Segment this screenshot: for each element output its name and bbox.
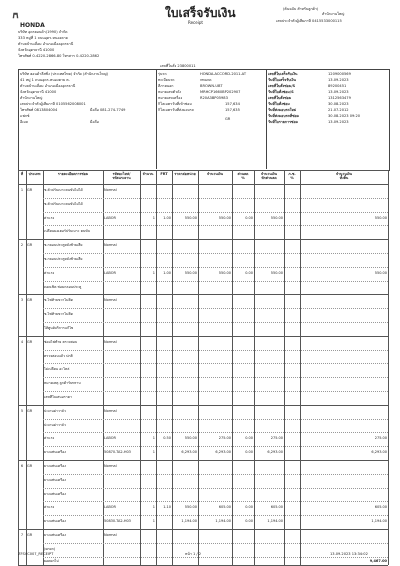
row-divider <box>43 225 388 226</box>
document-subtitle: Receipt <box>188 20 203 25</box>
meta-label: วันที่ใบสั่งซ่อม <box>268 102 290 106</box>
row-divider <box>43 446 388 447</box>
group-divider <box>18 529 388 530</box>
meta-label: วันที่ส่งมอบรถที่ซ่อม <box>268 114 300 118</box>
table-cell-unit: 550.00 <box>184 505 197 510</box>
job-number: เลขที่ใบสั่ง 23800011 <box>160 64 196 68</box>
table-cell-total: 6,293.00 <box>371 450 387 455</box>
table-cell-disc: 0.00 <box>245 505 253 510</box>
table-cell-net: 1,194.00 <box>267 519 283 524</box>
row-divider <box>43 391 388 392</box>
table-cell-qty: 1 <box>152 436 155 441</box>
engine-label: หมายเลขเครื่อง <box>158 96 183 100</box>
plate-label: ทะเบียนรถ <box>158 78 175 82</box>
table-cell-code: LABOR <box>104 215 116 220</box>
row-divider <box>43 363 388 364</box>
company-phone: โทรศัพท์ 0-4220-2866-80 โทรสาร 0-4220-2862 <box>18 54 100 58</box>
table-cell-code: Normal <box>104 298 117 303</box>
column-header: จำนวนเงิน ทั้งสิ้น <box>335 172 353 180</box>
table-cell-desc: ยางแท่นเครื่อง <box>44 491 66 496</box>
table-cell-desc: ยางแท่นเครื่อง <box>44 450 66 455</box>
mobile2-label: มือถือ <box>90 120 99 124</box>
meta-value: 1312563479 <box>328 96 351 100</box>
column-divider <box>388 170 389 565</box>
table-cell-desc: ค่าแรง <box>44 215 55 220</box>
table-cell-no: 1 <box>20 188 24 192</box>
table-cell-code: LABOR <box>104 436 116 441</box>
table-cell-qty: 1 <box>152 270 155 275</box>
row-divider <box>43 322 388 323</box>
column-header: FRT <box>160 172 168 176</box>
column-header: ส่วนลด % <box>237 172 249 180</box>
table-cell-desc: ค่าแรง <box>44 436 55 441</box>
engine-value: R20A3BP05983 <box>200 96 228 100</box>
page-number: หน้า 1 / 2 <box>185 552 202 556</box>
table-cell-desc: ปะเกนฝาวาล์ว <box>44 422 66 427</box>
table-cell-total: 605.00 <box>374 505 387 510</box>
group-divider <box>18 405 388 406</box>
column-header: ราคาต่อหน่วย <box>174 172 196 176</box>
km-in-value: 157,634 <box>225 102 240 106</box>
fax-label: แฟกซ์ <box>20 114 30 118</box>
table-cell-amt: 1,194.00 <box>215 519 231 524</box>
table-cell-type: GR <box>27 298 33 303</box>
table-cell-desc: ค่าแรง <box>44 505 55 510</box>
column-header: ที่ <box>20 172 24 176</box>
table-cell-type: GR <box>27 188 33 192</box>
table-cell-total: 1,194.00 <box>371 519 387 524</box>
table-cell-unit: 1,194.00 <box>181 519 197 524</box>
email-label: อีเมล <box>20 120 28 124</box>
row-divider <box>43 501 388 502</box>
vin-label: หมายเลขตัวถัง <box>158 90 182 94</box>
meta-value: 30.08.2023 <box>328 102 349 106</box>
table-cell-net: 550.00 <box>270 215 283 220</box>
km-out-value: 157,635 <box>225 108 240 112</box>
meta-label: วันที่ใบสั่งซ่อม/S <box>268 90 294 94</box>
table-cell-desc: ซ.ตัวปรับเบาะคนขับไม่ได้ <box>44 188 83 192</box>
document-title: ใบเสร็จรับเงิน <box>165 6 236 20</box>
column-header: จำนวน <box>142 172 154 176</box>
row-divider <box>43 543 388 544</box>
table-cell-code: 50870-TA2-H03 <box>104 450 131 455</box>
row-divider <box>43 308 388 309</box>
carry-forward-total: 9,467.00 <box>369 558 387 563</box>
meta-label: วันที่ใบรายการซ่อม <box>268 120 299 124</box>
group-divider <box>18 336 388 337</box>
row-divider <box>43 281 388 282</box>
column-divider <box>18 170 19 565</box>
table-cell-no: 5 <box>20 408 24 413</box>
company-name: บริษัท อุดรฮอนด้า(1990) จำกัด <box>18 30 68 34</box>
table-cell-disc: 0.00 <box>245 450 253 455</box>
table-cell-disc: 0.00 <box>245 436 253 441</box>
row-divider <box>43 488 388 489</box>
print-timestamp: 13.09.2023 13:34:02 <box>330 552 368 556</box>
customer-name: บริษัท ฮอนด้าลีสซิ่ง (ประเทศไทย) จำกัด (สำนักงานใหญ่) <box>20 72 109 76</box>
table-cell-unit: 550.00 <box>184 270 197 275</box>
table-cell-desc: ซ.กลอนประตูหลังซ้ายเสีย <box>44 243 83 248</box>
gr-value: GR <box>225 117 231 121</box>
row-divider <box>43 267 388 268</box>
table-cell-net: 605.00 <box>270 505 283 510</box>
column-header: ภ.ซ. % <box>288 172 296 180</box>
honda-wing-icon <box>12 12 19 19</box>
table-cell-code: LABOR <box>104 270 116 275</box>
model-value: HONDA-ACCORD-2011-AT <box>200 72 247 76</box>
customer-address-3: จังหวัดอุดรธานี 41000 <box>20 90 57 94</box>
table-top-border <box>18 170 388 171</box>
table-cell-code: Normal <box>104 408 117 413</box>
km-out-label: กิโลเมตรวันที่ส่งมอบรถ <box>158 108 194 112</box>
table-cell-desc: (ยกยก) <box>44 546 56 551</box>
customer-address-1: 41 หมู่ 1 ถนนอุดร-หนองคาย ต. <box>20 78 70 82</box>
table-cell-type: GR <box>27 243 33 248</box>
table-cell-frt: 1.10 <box>163 505 171 510</box>
table-cell-code: 50830-TA2-H03 <box>104 519 131 524</box>
table-cell-total: 275.00 <box>374 436 387 441</box>
tax-id: เลขประจำตัวผู้เสียภาษี 0415533000115 <box>276 19 342 23</box>
table-cell-no: 2 <box>20 243 24 248</box>
meta-label: วันที่ส่งมอบรถใหม่ <box>268 108 297 112</box>
column-header: รายละเอียดการซ่อม <box>57 172 89 176</box>
table-bottom-border <box>18 565 388 566</box>
customer-phone: โทรศัพท์ 0813804004 <box>20 108 58 112</box>
table-cell-desc: ยางแท่นเครื่อง <box>44 519 66 524</box>
table-cell-desc: ถอดเช็ค ซ่อมกลอนประตู <box>44 284 82 289</box>
row-divider <box>43 350 388 351</box>
table-cell-qty: 1 <box>152 519 155 524</box>
vin-value: MRHCP1660BP202907 <box>200 90 241 94</box>
meta-value: 21.07.2012 <box>328 108 349 112</box>
table-cell-no: 4 <box>20 339 24 344</box>
column-divider <box>26 170 27 565</box>
branch-name: สำนักงานใหญ่ <box>322 12 345 16</box>
row-divider <box>43 377 388 378</box>
meta-label: วันที่ใบเสร็จรับเงิน <box>268 78 296 82</box>
table-cell-total: 550.00 <box>374 215 387 220</box>
table-cell-type: GR <box>27 408 33 413</box>
table-cell-desc: ยางแท่นเครื่อง <box>44 477 66 482</box>
meta-value: 30.08.2023 09:20 <box>328 114 361 118</box>
table-cell-desc: ซ.ไฟท้ายขวาไม่ติด <box>44 312 73 317</box>
table-cell-desc: ยางแท่นเครื่อง <box>44 464 66 468</box>
customer-mobile: มือถือ 081-274-7749 <box>90 108 126 112</box>
table-cell-no: 6 <box>20 464 24 468</box>
table-cell-desc: หมายเหตุ ลูกค้ารับทราบ <box>44 381 81 386</box>
table-cell-disc: 0.00 <box>245 270 253 275</box>
meta-label: เลขที่ใบเสร็จรับเงิน <box>268 72 298 76</box>
company-address-1: 333 หมู่ที่ 1 ถนนอุดร-หนองคาย <box>18 36 68 40</box>
meta-value: 13.09.2023 <box>328 78 349 82</box>
column-header: ประเภท <box>28 172 41 176</box>
form-code: ZFSVC007_RECEIPT <box>18 552 54 556</box>
column-header: จำนวนเงิน <box>206 172 224 176</box>
column-header: จำนวนเงิน หักส่วนลด <box>260 172 278 180</box>
meta-value: 13.09.2023 <box>328 90 349 94</box>
table-cell-unit: 550.00 <box>184 215 197 220</box>
company-address-3: จังหวัดอุดรธานี 41000 <box>18 48 55 52</box>
table-cell-desc: ซ่อมไฟท้าย ตรวจสอบ <box>44 339 78 344</box>
table-cell-type: GR <box>27 533 33 537</box>
group-divider <box>18 239 388 240</box>
column-divider <box>284 170 285 565</box>
row-divider <box>43 432 388 433</box>
group-divider <box>18 460 388 461</box>
honda-logo <box>12 12 46 29</box>
table-cell-code: Normal <box>104 533 117 537</box>
info-divider <box>156 69 157 169</box>
table-cell-total: 550.00 <box>374 270 387 275</box>
color-value: BROWN-UBT <box>200 84 223 88</box>
meta-value: 13.09.2023 <box>328 120 349 124</box>
row-divider <box>43 253 388 254</box>
table-cell-frt: 1.00 <box>163 270 171 275</box>
carry-forward-label: ยอดยกไป <box>44 558 59 563</box>
table-cell-amt: 550.00 <box>218 270 231 275</box>
table-cell-qty: 1 <box>152 505 155 510</box>
brand-name: HONDA <box>20 22 45 29</box>
table-cell-code: Normal <box>104 339 117 344</box>
table-cell-disc: 0.00 <box>245 215 253 220</box>
table-cell-desc: เปลี่ยนมอเตอร์ปรับเบาะ คนขับ <box>44 229 90 234</box>
row-divider <box>43 557 388 558</box>
row-divider <box>43 474 388 475</box>
table-cell-desc: ค่าแรง <box>44 270 55 275</box>
customer-address-2: ตำบลบ้านเลื่อม อำเภอเมืองอุดรธานี <box>20 84 76 88</box>
model-label: รุ่นรถ <box>158 72 167 76</box>
plate-value: กทฉกด <box>200 78 212 82</box>
table-cell-type: GR <box>27 339 33 344</box>
row-divider <box>43 515 388 516</box>
table-cell-qty: 1 <box>152 450 155 455</box>
row-divider <box>43 198 388 199</box>
table-cell-no: 7 <box>20 533 24 537</box>
table-cell-code: Normal <box>104 188 117 192</box>
table-cell-unit: 6,293.00 <box>181 450 197 455</box>
row-divider <box>43 212 388 213</box>
table-cell-type: GR <box>27 464 33 468</box>
table-cell-desc: ซ.ไฟท้ายขวาไม่ติด <box>44 298 73 303</box>
table-cell-amt: 550.00 <box>218 215 231 220</box>
color-label: สีภายนอก <box>158 84 174 88</box>
table-cell-code: Normal <box>104 464 117 468</box>
group-divider <box>18 294 388 295</box>
table-cell-desc: ให้ศูนย์บริการแก้ไข <box>44 326 74 330</box>
table-cell-net: 6,293.00 <box>267 450 283 455</box>
table-cell-no: 3 <box>20 298 24 303</box>
table-cell-code: LABOR <box>104 505 116 510</box>
customer-branch: สำนักงานใหญ่ <box>20 96 43 100</box>
table-cell-amt: 275.00 <box>218 436 231 441</box>
company-address-2: ตำบลบ้านเลื่อม อำเภอเมืองอุดรธานี <box>18 42 74 46</box>
meta-label: เลขที่ใบสั่งซ่อม/S <box>268 84 296 88</box>
table-cell-desc: ซ.ตัวปรับเบาะคนขับไม่ได้ <box>44 201 83 206</box>
table-cell-net: 275.00 <box>270 436 283 441</box>
info-divider <box>266 69 267 169</box>
table-cell-frt: 1.00 <box>163 215 171 220</box>
table-cell-disc: 0.00 <box>245 519 253 524</box>
table-cell-qty: 1 <box>152 215 155 220</box>
table-cell-desc: ตรวจสอบแล้ว ปกติ <box>44 353 73 358</box>
meta-label: เลขที่ใบสั่งซ่อม <box>268 96 292 100</box>
table-cell-amt: 6,293.00 <box>215 450 231 455</box>
km-in-label: กิโลเมตรวันที่เข้าซ่อม <box>158 102 192 106</box>
table-cell-desc: ยางแท่นเครื่อง <box>44 533 66 537</box>
copy-label: (ต้นฉบับ สำหรับลูกค้า) <box>283 7 319 11</box>
group-divider <box>18 184 388 185</box>
table-cell-amt: 605.00 <box>218 505 231 510</box>
table-cell-net: 550.00 <box>270 270 283 275</box>
table-cell-desc: ซ.กลอนประตูหลังซ้ายเสีย <box>44 257 83 261</box>
table-cell-desc: เลขที่ใบเสนอราคา <box>44 395 72 399</box>
table-cell-desc: ปะเกนฝาวาล์ว <box>44 408 66 413</box>
customer-tax-id: เลขประจำตัวผู้เสียภาษี 0105562008001 <box>20 102 86 106</box>
table-cell-desc: ไม่เปลี่ยน อะไหล่ <box>44 367 70 372</box>
column-header: รหัสอะไหล่/ รหัสแรงงาน <box>112 172 131 180</box>
row-divider <box>43 419 388 420</box>
table-cell-frt: 0.50 <box>163 436 171 441</box>
table-cell-unit: 550.00 <box>184 436 197 441</box>
meta-value: 1209000569 <box>328 72 351 76</box>
meta-value: 89200451 <box>328 84 347 88</box>
table-cell-code: Normal <box>104 243 117 248</box>
